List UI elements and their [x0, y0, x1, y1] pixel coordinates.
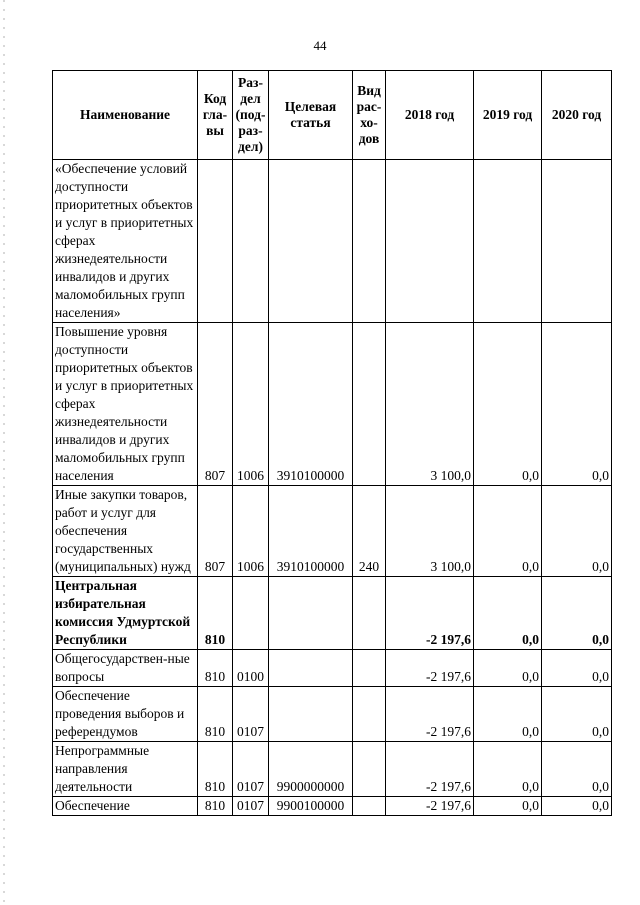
cell-2018: 3 100,0: [386, 323, 474, 486]
table-row: [53, 742, 612, 797]
header-2019: 2019 год: [474, 71, 542, 160]
cell-2018: -2 197,6: [386, 797, 474, 816]
cell-section: 0100: [233, 650, 269, 687]
cell-section: 1006: [233, 323, 269, 486]
cell-name: Обеспечение проведения выборов и референдумов: [53, 687, 198, 742]
table-row: [53, 160, 612, 323]
cell-expense-type: [353, 650, 386, 687]
cell-2018: 3 100,0: [386, 486, 474, 577]
cell-2018: [386, 160, 474, 323]
header-expense-type: Вид рас- хо- дов: [353, 71, 386, 160]
cell-code: 810: [198, 742, 233, 797]
table-row: [53, 687, 612, 742]
cell-2019: [474, 160, 542, 323]
table-body: [53, 160, 612, 816]
cell-code: 810: [198, 577, 233, 650]
header-2020: 2020 год: [542, 71, 612, 160]
cell-2019: 0,0: [474, 687, 542, 742]
header-article: Целевая статья: [269, 71, 353, 160]
cell-name: Центральная избирательная комиссия Удмуртской Республики: [53, 577, 198, 650]
cell-2019: 0,0: [474, 742, 542, 797]
cell-section: 0107: [233, 687, 269, 742]
cell-code: 810: [198, 650, 233, 687]
header-2018: 2018 год: [386, 71, 474, 160]
page-number: 44: [313, 38, 327, 53]
cell-article: 9900100000: [269, 797, 353, 816]
cell-2020: 0,0: [542, 577, 612, 650]
cell-section: 0107: [233, 742, 269, 797]
cell-expense-type: [353, 687, 386, 742]
header-row: [53, 71, 612, 160]
table-row: [53, 797, 612, 816]
header-code: Код гла- вы: [198, 71, 233, 160]
table-row: [53, 323, 612, 486]
cell-2020: 0,0: [542, 650, 612, 687]
cell-name: Обеспечение: [53, 797, 198, 816]
cell-section: [233, 160, 269, 323]
cell-2018: -2 197,6: [386, 742, 474, 797]
cell-article: 9900000000: [269, 742, 353, 797]
cell-article: [269, 687, 353, 742]
cell-code: 810: [198, 797, 233, 816]
header-name: Наименование: [53, 71, 198, 160]
cell-2018: -2 197,6: [386, 577, 474, 650]
cell-section: 1006: [233, 486, 269, 577]
cell-2020: 0,0: [542, 323, 612, 486]
cell-section: [233, 577, 269, 650]
cell-2020: 0,0: [542, 687, 612, 742]
scan-edge-marks: [3, 0, 5, 905]
cell-2019: 0,0: [474, 577, 542, 650]
table-row: [53, 577, 612, 650]
cell-expense-type: [353, 577, 386, 650]
cell-2018: -2 197,6: [386, 650, 474, 687]
cell-2019: 0,0: [474, 323, 542, 486]
cell-article: 3910100000: [269, 323, 353, 486]
cell-expense-type: [353, 742, 386, 797]
cell-name: Повышение уровня доступности приоритетных объектов и услуг в приоритетных сферах жизнедеятельности инвалидов и других маломобильных групп населения: [53, 323, 198, 486]
cell-name: Иные закупки товаров, работ и услуг для обеспечения государственных (муниципальных) нужд: [53, 486, 198, 577]
table-row: [53, 650, 612, 687]
cell-2019: 0,0: [474, 797, 542, 816]
table-row: [53, 486, 612, 577]
cell-name: «Обеспечение условий доступности приоритетных объектов и услуг в приоритетных сферах жизнедеятельности инвалидов и других маломобильных групп населения»: [53, 160, 198, 323]
cell-code: 810: [198, 687, 233, 742]
cell-code: 807: [198, 323, 233, 486]
cell-article: [269, 650, 353, 687]
cell-article: [269, 577, 353, 650]
cell-2020: [542, 160, 612, 323]
cell-expense-type: 240: [353, 486, 386, 577]
cell-2020: 0,0: [542, 797, 612, 816]
cell-name: Непрограммные направления деятельности: [53, 742, 198, 797]
header-section: Раз- дел (под- раз- дел): [233, 71, 269, 160]
cell-2019: 0,0: [474, 650, 542, 687]
cell-2018: -2 197,6: [386, 687, 474, 742]
cell-article: 3910100000: [269, 486, 353, 577]
cell-expense-type: [353, 797, 386, 816]
cell-name: Общегосударствен-ные вопросы: [53, 650, 198, 687]
cell-expense-type: [353, 160, 386, 323]
cell-2020: 0,0: [542, 742, 612, 797]
cell-expense-type: [353, 323, 386, 486]
cell-article: [269, 160, 353, 323]
cell-code: 807: [198, 486, 233, 577]
budget-table: [52, 70, 612, 816]
cell-2019: 0,0: [474, 486, 542, 577]
cell-code: [198, 160, 233, 323]
cell-section: 0107: [233, 797, 269, 816]
cell-2020: 0,0: [542, 486, 612, 577]
